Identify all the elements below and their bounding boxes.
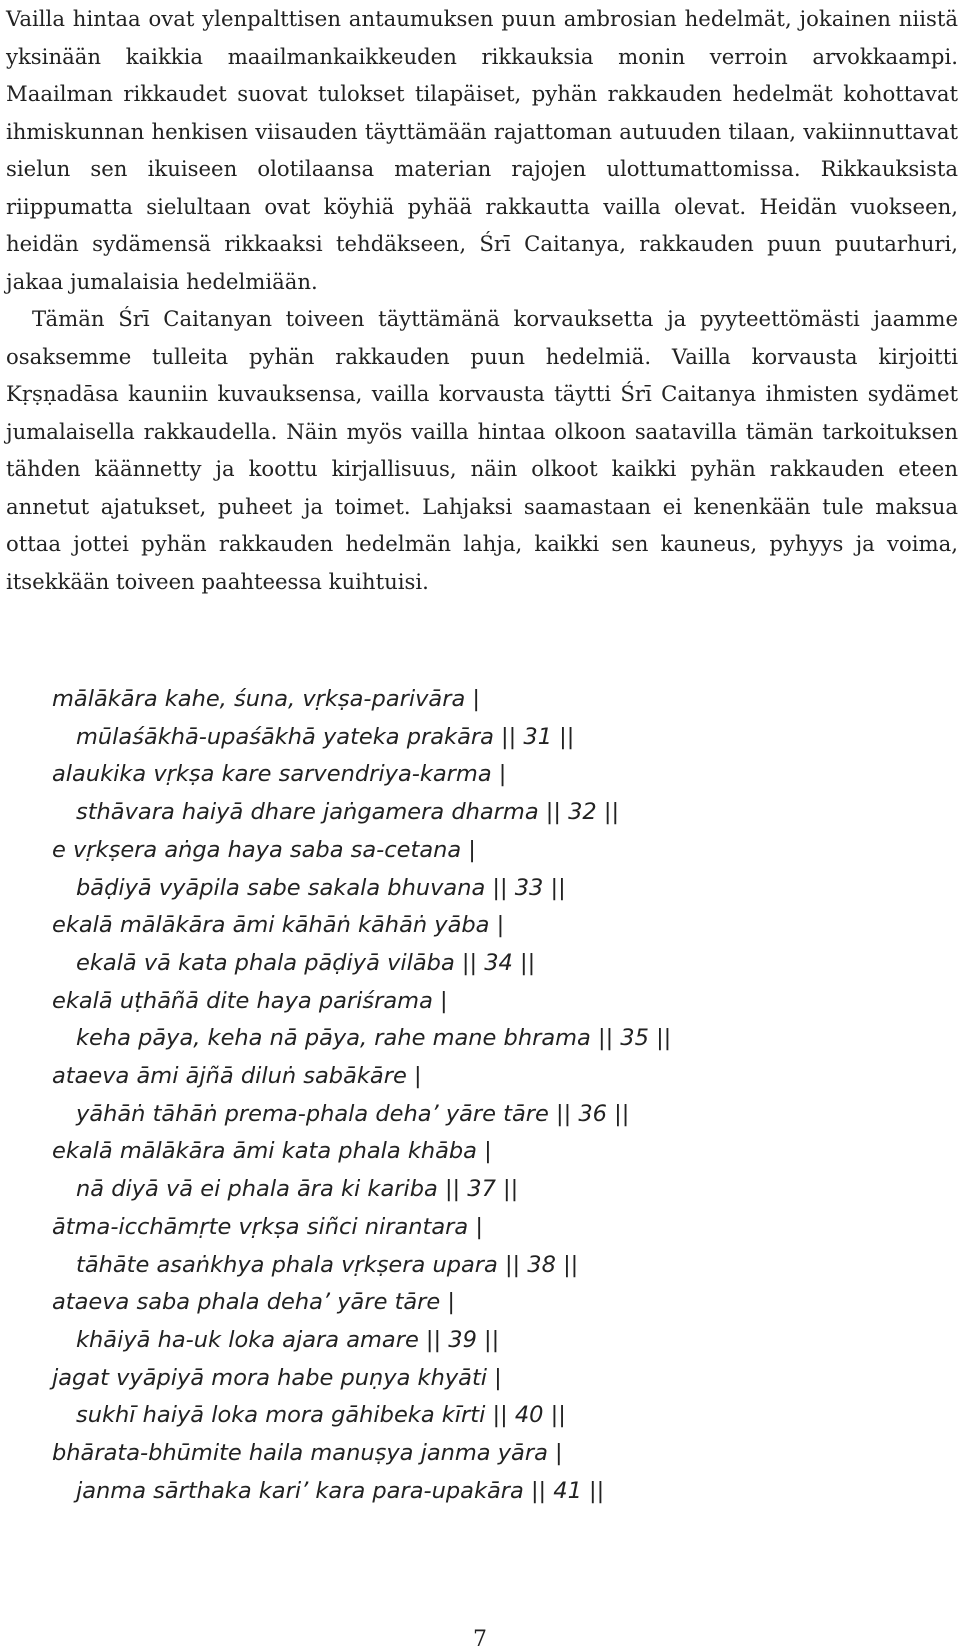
verse-33-line-2: bāḍiyā vyāpila sabe sakala bhuvana || 33 || <box>76 874 566 901</box>
verse-39-line-1: ataeva saba phala deha’ yāre tāre | <box>52 1289 456 1316</box>
verse-39-line-2: khāiyā ha-uk loka ajara amare || 39 || <box>76 1326 500 1353</box>
verse-36-line-2: yāhāṅ tāhāṅ prema-phala deha’ yāre tāre || 36 || <box>76 1100 630 1127</box>
verse-35-line-1: ekalā uṭhāñā dite haya pariśrama | <box>52 987 448 1014</box>
verse-41-line-2: janma sārthaka kari’ kara para-upakāra || 41 || <box>76 1477 605 1504</box>
verse-37-line-2: nā diyā vā ei phala āra ki kariba || 37 || <box>76 1176 519 1203</box>
verse-33-line-1: e vṛkṣera aṅga haya saba sa-cetana | <box>52 836 476 863</box>
verse-36-line-1: ataeva āmi ājñā diluṅ sabākāre | <box>52 1063 422 1090</box>
paragraph-2: Tämän Śrī Caitanyan toiveen täyttämänä korvauksetta ja pyyteettömästi jaamme osaksemme tulleita pyhän rakkauden puun hedelmiä. Vailla korvausta kirjoitti Kṛṣṇadāsa kauniin kuvauksensa, vailla korvausta täytti Śrī Caitanya ihmisten sydämet jumalaisella rakkaudella. Näin myös vailla hintaa olkoon saatavilla tämän tarkoituksen tähden käännetty ja koottu kirjallisuus, näin olkoot kaikki pyhän rakkauden eteen annetut ajatukset, puheet ja toimet. Lahjaksi saamastaan ei kenenkään tule maksua ottaa jottei pyhän rakkauden hedelmän lahja, kaikki sen kauneus, pyhyys ja voima, itsekkään toiveen paahteessa kuihtuisi. <box>6 306 958 594</box>
verse-40-line-2: sukhī haiyā loka mora gāhibeka kīrti || 40 || <box>76 1402 566 1429</box>
verse-34-line-2: ekalā vā kata phala pāḍiyā vilāba || 34 || <box>76 949 536 976</box>
paragraph-1: Vailla hintaa ovat ylenpalttisen antaumuksen puun ambrosian hedelmät, jokainen niistä yksinään kaikkia maailmankaikkeuden rikkauksia monin verroin arvokkaampi. Maailman rikkaudet suovat tulokset tilapäiset, pyhän rakkauden hedelmät kohottavat ihmiskunnan henkisen viisauden täyttämään rajattoman autuuden tilaan, vakiinnuttavat sielun sen ikuiseen olotilaansa materian rajojen ulottumattomissa. Rikkauksista riippumatta sielultaan ovat köyhiä pyhää rakkautta vailla olevat. Heidän vuokseen, heidän sydämensä rikkaaksi tehdäkseen, Śrī Caitanya, rakkauden puun puutarhuri, jakaa jumalaisia hedelmiään. <box>6 6 958 294</box>
verse-31-line-1: mālākāra kahe, śuna, vṛkṣa-parivāra | <box>52 686 480 712</box>
verse-38-line-1: ātma-icchāmṛte vṛkṣa siñci nirantara | <box>52 1213 483 1240</box>
verse-34-line-1: ekalā mālākāra āmi kāhāṅ kāhāṅ yāba | <box>52 912 505 939</box>
verse-37-line-1: ekalā mālākāra āmi kata phala khāba | <box>52 1138 492 1165</box>
verse-41-line-1: bhārata-bhūmite haila manuṣya janma yāra | <box>52 1440 563 1467</box>
verse-35-line-2: keha pāya, keha nā pāya, rahe mane bhrama || 35 || <box>76 1025 672 1052</box>
prose-section <box>6 0 958 600</box>
verse-31-line-2: mūlaśākhā-upaśākhā yateka prakāra || 31 || <box>76 723 575 750</box>
verse-32-line-2: sthāvara haiyā dhare jaṅgamera dharma || 32 || <box>76 799 620 826</box>
verse-32-line-1: alaukika vṛkṣa kare sarvendriya-karma | <box>52 761 507 788</box>
page-number: 7 <box>473 1627 487 1652</box>
verse-38-line-2: tāhāte asaṅkhya phala vṛkṣera upara || 38 || <box>76 1251 579 1278</box>
verse-section <box>52 681 671 1510</box>
verse-40-line-1: jagat vyāpiyā mora habe puṇya khyāti | <box>52 1364 502 1391</box>
